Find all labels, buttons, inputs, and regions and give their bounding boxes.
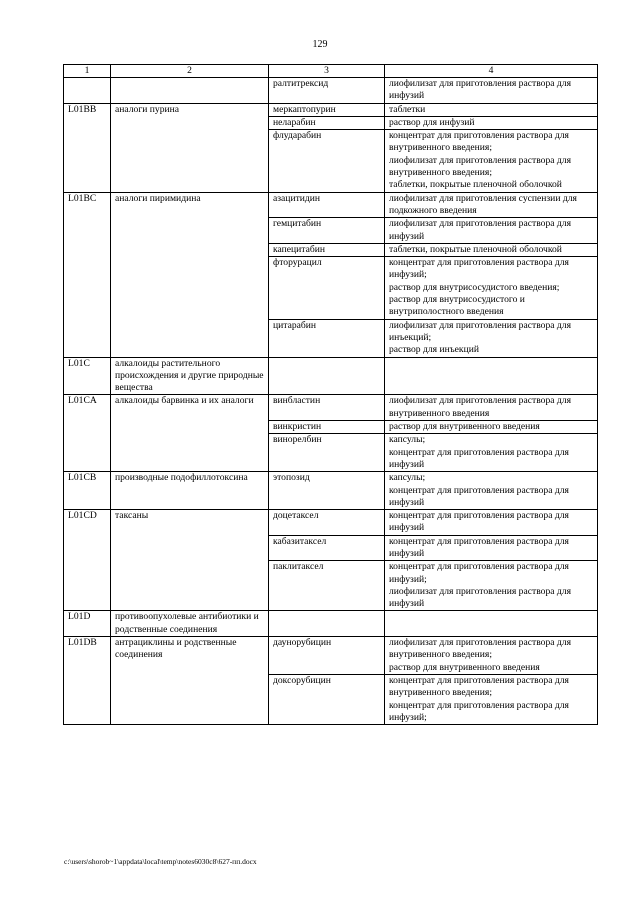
form-line: раствор для внутрисосудистого введения; (389, 281, 560, 293)
group-cell: антрациклины и родственные соединения (111, 637, 269, 725)
forms-cell (385, 243, 598, 256)
table-row (64, 395, 598, 421)
atc-code-cell: L01BB (64, 103, 111, 192)
form-line: концентрат для приготовления раствора для внутривенного введения; (389, 130, 569, 154)
drug-table (63, 64, 598, 725)
form-line: концентрат для приготовления раствора для инфузий (389, 446, 569, 470)
drug-cell: винкристин (269, 421, 385, 434)
forms-cell (385, 357, 598, 395)
table-row (64, 510, 598, 536)
drug-cell: флударабин (269, 130, 385, 192)
drug-cell: меркаптопурин (269, 103, 385, 116)
table-row (64, 192, 598, 218)
form-line: концентрат для приготовления раствора для инфузий; (389, 257, 569, 281)
drug-cell: доксорубицин (269, 674, 385, 724)
form-line: концентрат для приготовления раствора для инфузий (389, 535, 569, 559)
drug-cell: паклитаксел (269, 561, 385, 611)
form-line: раствор для внутрисосудистого и внутриполостного введения (389, 294, 525, 318)
forms-cell (385, 103, 598, 116)
form-line: лиофилизат для приготовления раствора для внутривенного введения; (389, 637, 571, 661)
forms-cell (385, 130, 598, 192)
form-line: раствор для внутривенного введения (389, 661, 540, 673)
form-line: лиофилизат для приготовления раствора для инфузий (389, 78, 571, 102)
form-line: таблетки, покрытые пленочной оболочкой (389, 243, 562, 255)
atc-code-cell: L01CA (64, 395, 111, 472)
form-line: капсулы; (389, 434, 426, 446)
drug-cell: неларабин (269, 116, 385, 129)
forms-cell (385, 116, 598, 129)
form-line: лиофилизат для приготовления раствора для внутривенного введения; (389, 154, 571, 179)
drug-cell: азацитидин (269, 192, 385, 218)
form-line: концентрат для приготовления раствора для инфузий (389, 510, 569, 534)
header-row (64, 65, 598, 78)
table-row (64, 78, 598, 104)
form-line: раствор для инфузий (389, 116, 475, 128)
drug-cell: ралтитрексид (269, 78, 385, 104)
table-row (64, 357, 598, 395)
forms-cell (385, 674, 598, 724)
atc-code-cell: L01D (64, 611, 111, 637)
form-line: капсулы; (389, 472, 426, 484)
atc-code-cell: L01BC (64, 192, 111, 357)
group-cell: противоопухолевые антибиотики и родственные соединения (111, 611, 269, 637)
drug-cell: фторурацил (269, 257, 385, 319)
drug-cell: этопозид (269, 472, 385, 510)
forms-cell (385, 192, 598, 218)
form-line: концентрат для приготовления раствора для инфузий; (389, 561, 569, 585)
forms-cell (385, 395, 598, 421)
forms-cell (385, 257, 598, 319)
table-row (64, 472, 598, 510)
page-number: 129 (312, 39, 328, 50)
form-line: лиофилизат для приготовления раствора для инфузий (389, 585, 571, 610)
group-cell: алкалоиды барвинка и их аналоги (111, 395, 269, 472)
forms-cell (385, 472, 598, 510)
forms-cell (385, 78, 598, 104)
atc-code-cell: L01C (64, 357, 111, 395)
form-line: концентрат для приготовления раствора для инфузий (389, 484, 569, 508)
forms-cell (385, 218, 598, 244)
table-row (64, 637, 598, 675)
drug-cell: цитарабин (269, 319, 385, 357)
drug-cell (269, 357, 385, 395)
forms-cell (385, 421, 598, 434)
form-line: таблетки, покрытые пленочной оболочкой (389, 179, 562, 191)
header-cell: 4 (385, 65, 598, 78)
form-line: лиофилизат для приготовления раствора для внутривенного введения (389, 395, 571, 419)
table-row (64, 611, 598, 637)
forms-cell (385, 434, 598, 472)
forms-cell (385, 611, 598, 637)
group-cell: аналоги пиримидина (111, 192, 269, 357)
group-cell: алкалоиды растительного происхождения и другие природные вещества (111, 357, 269, 395)
form-line: раствор для внутривенного введения (389, 421, 540, 433)
drug-cell: винорелбин (269, 434, 385, 472)
drug-cell: доцетаксел (269, 510, 385, 536)
form-line: концентрат для приготовления раствора для внутривенного введения; (389, 674, 569, 699)
group-cell: таксаны (111, 510, 269, 611)
forms-cell (385, 510, 598, 536)
form-line: раствор для инъекций (389, 344, 479, 356)
atc-code-cell (64, 78, 111, 104)
forms-cell (385, 319, 598, 357)
drug-cell (269, 611, 385, 637)
drug-cell: капецитабин (269, 243, 385, 256)
header-cell: 2 (111, 65, 269, 78)
forms-cell (385, 637, 598, 675)
drug-cell: гемцитабин (269, 218, 385, 244)
forms-cell (385, 561, 598, 611)
drug-cell: даунорубицин (269, 637, 385, 675)
form-line: лиофилизат для приготовления раствора для инфузий (389, 218, 571, 242)
form-line: лиофилизат для приготовления раствора для инъекций; (389, 319, 571, 343)
form-line: концентрат для приготовления раствора для инфузий; (389, 699, 569, 723)
form-line: таблетки (389, 103, 426, 115)
header-cell: 3 (269, 65, 385, 78)
forms-cell (385, 535, 598, 561)
drug-cell: кабазитаксел (269, 535, 385, 561)
group-cell (111, 78, 269, 104)
group-cell: производные подофиллотоксина (111, 472, 269, 510)
drug-cell: винбластин (269, 395, 385, 421)
table-row (64, 103, 598, 116)
atc-code-cell: L01DB (64, 637, 111, 725)
atc-code-cell: L01CB (64, 472, 111, 510)
atc-code-cell: L01CD (64, 510, 111, 611)
footer-file-path: c:\users\shorob~1\appdata\local\temp\notes6030c8\627-пп.docx (64, 857, 257, 866)
group-cell: аналоги пурина (111, 103, 269, 192)
header-cell: 1 (64, 65, 111, 78)
form-line: лиофилизат для приготовления суспензии для подкожного введения (389, 192, 577, 216)
